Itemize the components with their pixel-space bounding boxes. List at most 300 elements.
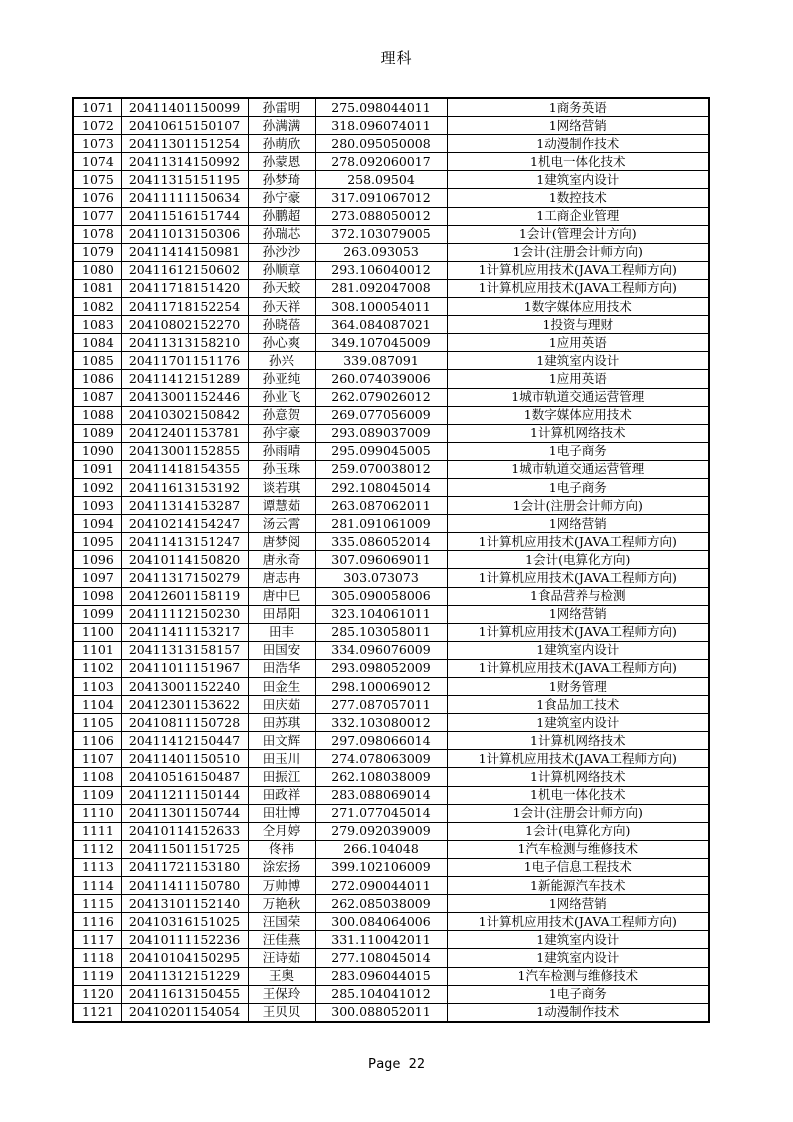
row-number-cell: 1082 xyxy=(73,298,121,316)
score-cell: 293.098052009 xyxy=(315,659,447,677)
row-number-cell: 1121 xyxy=(73,1003,121,1022)
table-row xyxy=(73,840,709,858)
score-cell: 278.092060017 xyxy=(315,153,447,171)
student-name-cell: 孙宇豪 xyxy=(248,424,315,442)
student-name-cell: 孙鹏超 xyxy=(248,207,315,225)
table-row xyxy=(73,225,709,243)
student-name-cell: 田振江 xyxy=(248,768,315,786)
student-name-cell: 孙蒙恩 xyxy=(248,153,315,171)
page-title: 理科 xyxy=(380,49,413,67)
student-id-cell: 20410811150728 xyxy=(121,714,248,732)
major-cell: 1建筑室内设计 xyxy=(447,641,709,659)
student-id-cell: 20410302150842 xyxy=(121,406,248,424)
row-number-cell: 1102 xyxy=(73,659,121,677)
score-cell: 269.077056009 xyxy=(315,406,447,424)
row-number-cell: 1072 xyxy=(73,117,121,135)
row-number-cell: 1116 xyxy=(73,913,121,931)
table-row xyxy=(73,985,709,1003)
student-name-cell: 孙亚纯 xyxy=(248,370,315,388)
table-row xyxy=(73,460,709,478)
row-number-cell: 1095 xyxy=(73,533,121,551)
student-id-cell: 20411013150306 xyxy=(121,225,248,243)
student-name-cell: 田丰 xyxy=(248,623,315,641)
student-id-cell: 20411111150634 xyxy=(121,189,248,207)
student-name-cell: 孙雷明 xyxy=(248,98,315,117)
major-cell: 1应用英语 xyxy=(447,334,709,352)
table-row xyxy=(73,877,709,895)
row-number-cell: 1090 xyxy=(73,442,121,460)
major-cell: 1建筑室内设计 xyxy=(447,949,709,967)
student-name-cell: 孙心爽 xyxy=(248,334,315,352)
student-id-cell: 20410802152270 xyxy=(121,316,248,334)
student-name-cell: 孙瑞芯 xyxy=(248,225,315,243)
page-number: Page 22 xyxy=(368,1056,425,1072)
student-name-cell: 孙天祥 xyxy=(248,298,315,316)
student-id-cell: 20411412150447 xyxy=(121,732,248,750)
score-cell: 262.108038009 xyxy=(315,768,447,786)
row-number-cell: 1075 xyxy=(73,171,121,189)
table-row xyxy=(73,279,709,297)
student-name-cell: 唐梦阅 xyxy=(248,533,315,551)
table-row xyxy=(73,98,709,117)
student-id-cell: 20411312151229 xyxy=(121,967,248,985)
table-row xyxy=(73,171,709,189)
table-row xyxy=(73,895,709,913)
table-row xyxy=(73,623,709,641)
table-row xyxy=(73,678,709,696)
row-number-cell: 1089 xyxy=(73,424,121,442)
row-number-cell: 1094 xyxy=(73,515,121,533)
table-row xyxy=(73,750,709,768)
score-cell: 275.098044011 xyxy=(315,98,447,117)
score-cell: 303.073073 xyxy=(315,569,447,587)
table-row xyxy=(73,352,709,370)
score-cell: 273.088050012 xyxy=(315,207,447,225)
table-row xyxy=(73,858,709,876)
student-name-cell: 孙满满 xyxy=(248,117,315,135)
table-row xyxy=(73,587,709,605)
student-id-cell: 20411718151420 xyxy=(121,279,248,297)
table-row xyxy=(73,786,709,804)
student-id-cell: 20413101152140 xyxy=(121,895,248,913)
score-cell: 372.103079005 xyxy=(315,225,447,243)
student-id-cell: 20411411150780 xyxy=(121,877,248,895)
student-name-cell: 田庆茹 xyxy=(248,696,315,714)
score-cell: 364.084087021 xyxy=(315,316,447,334)
student-name-cell: 孙梦琦 xyxy=(248,171,315,189)
table-row xyxy=(73,135,709,153)
score-cell: 283.088069014 xyxy=(315,786,447,804)
major-cell: 1数字媒体应用技术 xyxy=(447,406,709,424)
major-cell: 1计算机网络技术 xyxy=(447,732,709,750)
score-cell: 266.104048 xyxy=(315,840,447,858)
score-cell: 305.090058006 xyxy=(315,587,447,605)
row-number-cell: 1074 xyxy=(73,153,121,171)
row-number-cell: 1084 xyxy=(73,334,121,352)
score-cell: 281.092047008 xyxy=(315,279,447,297)
student-id-cell: 20412601158119 xyxy=(121,587,248,605)
student-id-cell: 20411412151289 xyxy=(121,370,248,388)
major-cell: 1食品营养与检测 xyxy=(447,587,709,605)
student-name-cell: 田国安 xyxy=(248,641,315,659)
table-row xyxy=(73,243,709,261)
score-cell: 281.091061009 xyxy=(315,515,447,533)
row-number-cell: 1104 xyxy=(73,696,121,714)
score-cell: 295.099045005 xyxy=(315,442,447,460)
student-id-cell: 20411315151195 xyxy=(121,171,248,189)
row-number-cell: 1110 xyxy=(73,804,121,822)
row-number-cell: 1117 xyxy=(73,931,121,949)
student-name-cell: 田文辉 xyxy=(248,732,315,750)
student-id-cell: 20411314150992 xyxy=(121,153,248,171)
score-cell: 297.098066014 xyxy=(315,732,447,750)
score-cell: 262.085038009 xyxy=(315,895,447,913)
row-number-cell: 1097 xyxy=(73,569,121,587)
major-cell: 1会计(注册会计师方向) xyxy=(447,243,709,261)
major-cell: 1应用英语 xyxy=(447,370,709,388)
major-cell: 1计算机应用技术(JAVA工程师方向) xyxy=(447,623,709,641)
major-cell: 1网络营销 xyxy=(447,117,709,135)
major-cell: 1城市轨道交通运营管理 xyxy=(447,388,709,406)
score-cell: 262.079026012 xyxy=(315,388,447,406)
student-id-cell: 20411413151247 xyxy=(121,533,248,551)
student-name-cell: 佟祎 xyxy=(248,840,315,858)
student-name-cell: 孙萌欣 xyxy=(248,135,315,153)
table-row xyxy=(73,967,709,985)
student-name-cell: 孙雨晴 xyxy=(248,442,315,460)
table-row xyxy=(73,696,709,714)
score-cell: 272.090044011 xyxy=(315,877,447,895)
student-name-cell: 田玉川 xyxy=(248,750,315,768)
table-row xyxy=(73,804,709,822)
major-cell: 1机电一体化技术 xyxy=(447,153,709,171)
score-cell: 335.086052014 xyxy=(315,533,447,551)
score-cell: 307.096069011 xyxy=(315,551,447,569)
table-row xyxy=(73,569,709,587)
student-id-cell: 20411613153192 xyxy=(121,478,248,496)
row-number-cell: 1081 xyxy=(73,279,121,297)
row-number-cell: 1111 xyxy=(73,822,121,840)
row-number-cell: 1073 xyxy=(73,135,121,153)
row-number-cell: 1118 xyxy=(73,949,121,967)
score-cell: 277.108045014 xyxy=(315,949,447,967)
score-cell: 334.096076009 xyxy=(315,641,447,659)
row-number-cell: 1105 xyxy=(73,714,121,732)
student-id-cell: 20411718152254 xyxy=(121,298,248,316)
table-row xyxy=(73,714,709,732)
score-cell: 293.106040012 xyxy=(315,261,447,279)
score-cell: 339.087091 xyxy=(315,352,447,370)
row-number-cell: 1100 xyxy=(73,623,121,641)
table-row xyxy=(73,732,709,750)
table-row xyxy=(73,298,709,316)
student-id-cell: 20411211150144 xyxy=(121,786,248,804)
student-name-cell: 孙业飞 xyxy=(248,388,315,406)
student-id-cell: 20413001152240 xyxy=(121,678,248,696)
student-name-cell: 王贝贝 xyxy=(248,1003,315,1022)
student-id-cell: 20411317150279 xyxy=(121,569,248,587)
student-name-cell: 孙意贺 xyxy=(248,406,315,424)
major-cell: 1建筑室内设计 xyxy=(447,931,709,949)
table-row xyxy=(73,1003,709,1022)
score-cell: 399.102106009 xyxy=(315,858,447,876)
score-cell: 298.100069012 xyxy=(315,678,447,696)
row-number-cell: 1085 xyxy=(73,352,121,370)
table-row xyxy=(73,442,709,460)
row-number-cell: 1079 xyxy=(73,243,121,261)
row-number-cell: 1096 xyxy=(73,551,121,569)
major-cell: 1网络营销 xyxy=(447,605,709,623)
major-cell: 1汽车检测与维修技术 xyxy=(447,840,709,858)
student-id-cell: 20410114150820 xyxy=(121,551,248,569)
major-cell: 1建筑室内设计 xyxy=(447,352,709,370)
major-cell: 1计算机网络技术 xyxy=(447,768,709,786)
table-row xyxy=(73,189,709,207)
major-cell: 1数控技术 xyxy=(447,189,709,207)
major-cell: 1会计(注册会计师方向) xyxy=(447,497,709,515)
student-id-cell: 20410111152236 xyxy=(121,931,248,949)
major-cell: 1机电一体化技术 xyxy=(447,786,709,804)
major-cell: 1会计(电算化方向) xyxy=(447,822,709,840)
student-id-cell: 20411313158210 xyxy=(121,334,248,352)
student-id-cell: 20411313158157 xyxy=(121,641,248,659)
table-row xyxy=(73,551,709,569)
major-cell: 1网络营销 xyxy=(447,895,709,913)
score-cell: 260.074039006 xyxy=(315,370,447,388)
major-cell: 1计算机应用技术(JAVA工程师方向) xyxy=(447,261,709,279)
major-cell: 1会计(注册会计师方向) xyxy=(447,804,709,822)
row-number-cell: 1088 xyxy=(73,406,121,424)
major-cell: 1数字媒体应用技术 xyxy=(447,298,709,316)
score-cell: 349.107045009 xyxy=(315,334,447,352)
student-id-cell: 20411411153217 xyxy=(121,623,248,641)
student-name-cell: 汪国荣 xyxy=(248,913,315,931)
major-cell: 1计算机网络技术 xyxy=(447,424,709,442)
major-cell: 1会计(管理会计方向) xyxy=(447,225,709,243)
score-cell: 323.104061011 xyxy=(315,605,447,623)
score-cell: 285.104041012 xyxy=(315,985,447,1003)
student-name-cell: 孙玉珠 xyxy=(248,460,315,478)
row-number-cell: 1086 xyxy=(73,370,121,388)
major-cell: 1投资与理财 xyxy=(447,316,709,334)
table-row xyxy=(73,605,709,623)
student-name-cell: 汪佳燕 xyxy=(248,931,315,949)
student-id-cell: 20411011151967 xyxy=(121,659,248,677)
table-row xyxy=(73,117,709,135)
major-cell: 1动漫制作技术 xyxy=(447,1003,709,1022)
score-cell: 274.078063009 xyxy=(315,750,447,768)
row-number-cell: 1119 xyxy=(73,967,121,985)
student-id-cell: 20411401150510 xyxy=(121,750,248,768)
student-id-cell: 20410316151025 xyxy=(121,913,248,931)
major-cell: 1电子商务 xyxy=(447,985,709,1003)
row-number-cell: 1091 xyxy=(73,460,121,478)
row-number-cell: 1112 xyxy=(73,840,121,858)
student-name-cell: 谭慧茹 xyxy=(248,497,315,515)
major-cell: 1计算机应用技术(JAVA工程师方向) xyxy=(447,659,709,677)
major-cell: 1电子商务 xyxy=(447,442,709,460)
score-cell: 331.110042011 xyxy=(315,931,447,949)
student-id-cell: 20411516151744 xyxy=(121,207,248,225)
score-cell: 292.108045014 xyxy=(315,478,447,496)
student-id-cell: 20411314153287 xyxy=(121,497,248,515)
row-number-cell: 1109 xyxy=(73,786,121,804)
student-id-cell: 20413001152446 xyxy=(121,388,248,406)
score-cell: 258.09504 xyxy=(315,171,447,189)
student-id-cell: 20410201154054 xyxy=(121,1003,248,1022)
student-name-cell: 仝月婷 xyxy=(248,822,315,840)
score-cell: 293.089037009 xyxy=(315,424,447,442)
row-number-cell: 1093 xyxy=(73,497,121,515)
row-number-cell: 1078 xyxy=(73,225,121,243)
major-cell: 1计算机应用技术(JAVA工程师方向) xyxy=(447,279,709,297)
table-row xyxy=(73,931,709,949)
table-row xyxy=(73,207,709,225)
student-id-cell: 20411414150981 xyxy=(121,243,248,261)
table-row xyxy=(73,497,709,515)
student-id-cell: 20410214154247 xyxy=(121,515,248,533)
student-name-cell: 唐志冉 xyxy=(248,569,315,587)
major-cell: 1汽车检测与维修技术 xyxy=(447,967,709,985)
row-number-cell: 1098 xyxy=(73,587,121,605)
student-name-cell: 田昂阳 xyxy=(248,605,315,623)
major-cell: 1建筑室内设计 xyxy=(447,171,709,189)
row-number-cell: 1083 xyxy=(73,316,121,334)
student-id-cell: 20410615150107 xyxy=(121,117,248,135)
major-cell: 1新能源汽车技术 xyxy=(447,877,709,895)
table-row xyxy=(73,424,709,442)
table-row xyxy=(73,261,709,279)
score-cell: 279.092039009 xyxy=(315,822,447,840)
major-cell: 1动漫制作技术 xyxy=(447,135,709,153)
table-row xyxy=(73,822,709,840)
student-name-cell: 谈若琪 xyxy=(248,478,315,496)
row-number-cell: 1107 xyxy=(73,750,121,768)
major-cell: 1工商企业管理 xyxy=(447,207,709,225)
student-name-cell: 唐永奇 xyxy=(248,551,315,569)
table-row xyxy=(73,659,709,677)
score-cell: 318.096074011 xyxy=(315,117,447,135)
score-cell: 271.077045014 xyxy=(315,804,447,822)
table-row xyxy=(73,334,709,352)
row-number-cell: 1115 xyxy=(73,895,121,913)
student-id-cell: 20411301150744 xyxy=(121,804,248,822)
score-cell: 300.084064006 xyxy=(315,913,447,931)
row-number-cell: 1108 xyxy=(73,768,121,786)
row-number-cell: 1087 xyxy=(73,388,121,406)
row-number-cell: 1101 xyxy=(73,641,121,659)
row-number-cell: 1071 xyxy=(73,98,121,117)
row-number-cell: 1103 xyxy=(73,678,121,696)
student-name-cell: 万艳秋 xyxy=(248,895,315,913)
row-number-cell: 1077 xyxy=(73,207,121,225)
table-row xyxy=(73,913,709,931)
student-name-cell: 王奥 xyxy=(248,967,315,985)
student-id-cell: 20411501151725 xyxy=(121,840,248,858)
student-name-cell: 唐中巳 xyxy=(248,587,315,605)
student-id-cell: 20411301151254 xyxy=(121,135,248,153)
score-cell: 300.088052011 xyxy=(315,1003,447,1022)
student-id-cell: 20411112150230 xyxy=(121,605,248,623)
student-name-cell: 涂宏扬 xyxy=(248,858,315,876)
score-cell: 283.096044015 xyxy=(315,967,447,985)
student-id-cell: 20411701151176 xyxy=(121,352,248,370)
major-cell: 1电子商务 xyxy=(447,478,709,496)
student-id-cell: 20411418154355 xyxy=(121,460,248,478)
score-cell: 263.093053 xyxy=(315,243,447,261)
student-id-cell: 20411721153180 xyxy=(121,858,248,876)
student-id-cell: 20410114152633 xyxy=(121,822,248,840)
major-cell: 1计算机应用技术(JAVA工程师方向) xyxy=(447,750,709,768)
table-row xyxy=(73,533,709,551)
row-number-cell: 1106 xyxy=(73,732,121,750)
student-name-cell: 汪诗茹 xyxy=(248,949,315,967)
student-name-cell: 王保玲 xyxy=(248,985,315,1003)
score-cell: 332.103080012 xyxy=(315,714,447,732)
major-cell: 1财务管理 xyxy=(447,678,709,696)
table-body xyxy=(73,98,709,1022)
table-row xyxy=(73,388,709,406)
student-name-cell: 汤云霄 xyxy=(248,515,315,533)
student-name-cell: 孙顺章 xyxy=(248,261,315,279)
major-cell: 1计算机应用技术(JAVA工程师方向) xyxy=(447,913,709,931)
table-row xyxy=(73,515,709,533)
major-cell: 1食品加工技术 xyxy=(447,696,709,714)
student-id-cell: 20411613150455 xyxy=(121,985,248,1003)
major-cell: 1城市轨道交通运营管理 xyxy=(447,460,709,478)
student-id-cell: 20411401150099 xyxy=(121,98,248,117)
table-row xyxy=(73,406,709,424)
major-cell: 1计算机应用技术(JAVA工程师方向) xyxy=(447,533,709,551)
student-name-cell: 田壮博 xyxy=(248,804,315,822)
student-id-cell: 20412301153622 xyxy=(121,696,248,714)
student-id-cell: 20413001152855 xyxy=(121,442,248,460)
score-cell: 263.087062011 xyxy=(315,497,447,515)
score-cell: 317.091067012 xyxy=(315,189,447,207)
major-cell: 1建筑室内设计 xyxy=(447,714,709,732)
table-row xyxy=(73,478,709,496)
major-cell: 1会计(电算化方向) xyxy=(447,551,709,569)
row-number-cell: 1113 xyxy=(73,858,121,876)
score-cell: 259.070038012 xyxy=(315,460,447,478)
table-row xyxy=(73,316,709,334)
major-cell: 1电子信息工程技术 xyxy=(447,858,709,876)
row-number-cell: 1080 xyxy=(73,261,121,279)
table-row xyxy=(73,768,709,786)
student-name-cell: 田金生 xyxy=(248,678,315,696)
student-name-cell: 田政祥 xyxy=(248,786,315,804)
student-name-cell: 万帅博 xyxy=(248,877,315,895)
student-id-cell: 20410104150295 xyxy=(121,949,248,967)
row-number-cell: 1114 xyxy=(73,877,121,895)
major-cell: 1计算机应用技术(JAVA工程师方向) xyxy=(447,569,709,587)
student-name-cell: 孙沙沙 xyxy=(248,243,315,261)
table-row xyxy=(73,370,709,388)
score-cell: 277.087057011 xyxy=(315,696,447,714)
score-cell: 280.095050008 xyxy=(315,135,447,153)
table-row xyxy=(73,641,709,659)
student-name-cell: 孙晓蓓 xyxy=(248,316,315,334)
student-name-cell: 孙宁豪 xyxy=(248,189,315,207)
table-row xyxy=(73,949,709,967)
row-number-cell: 1120 xyxy=(73,985,121,1003)
major-cell: 1商务英语 xyxy=(447,98,709,117)
student-id-cell: 20410516150487 xyxy=(121,768,248,786)
score-cell: 285.103058011 xyxy=(315,623,447,641)
row-number-cell: 1076 xyxy=(73,189,121,207)
student-name-cell: 田苏琪 xyxy=(248,714,315,732)
student-id-cell: 20412401153781 xyxy=(121,424,248,442)
